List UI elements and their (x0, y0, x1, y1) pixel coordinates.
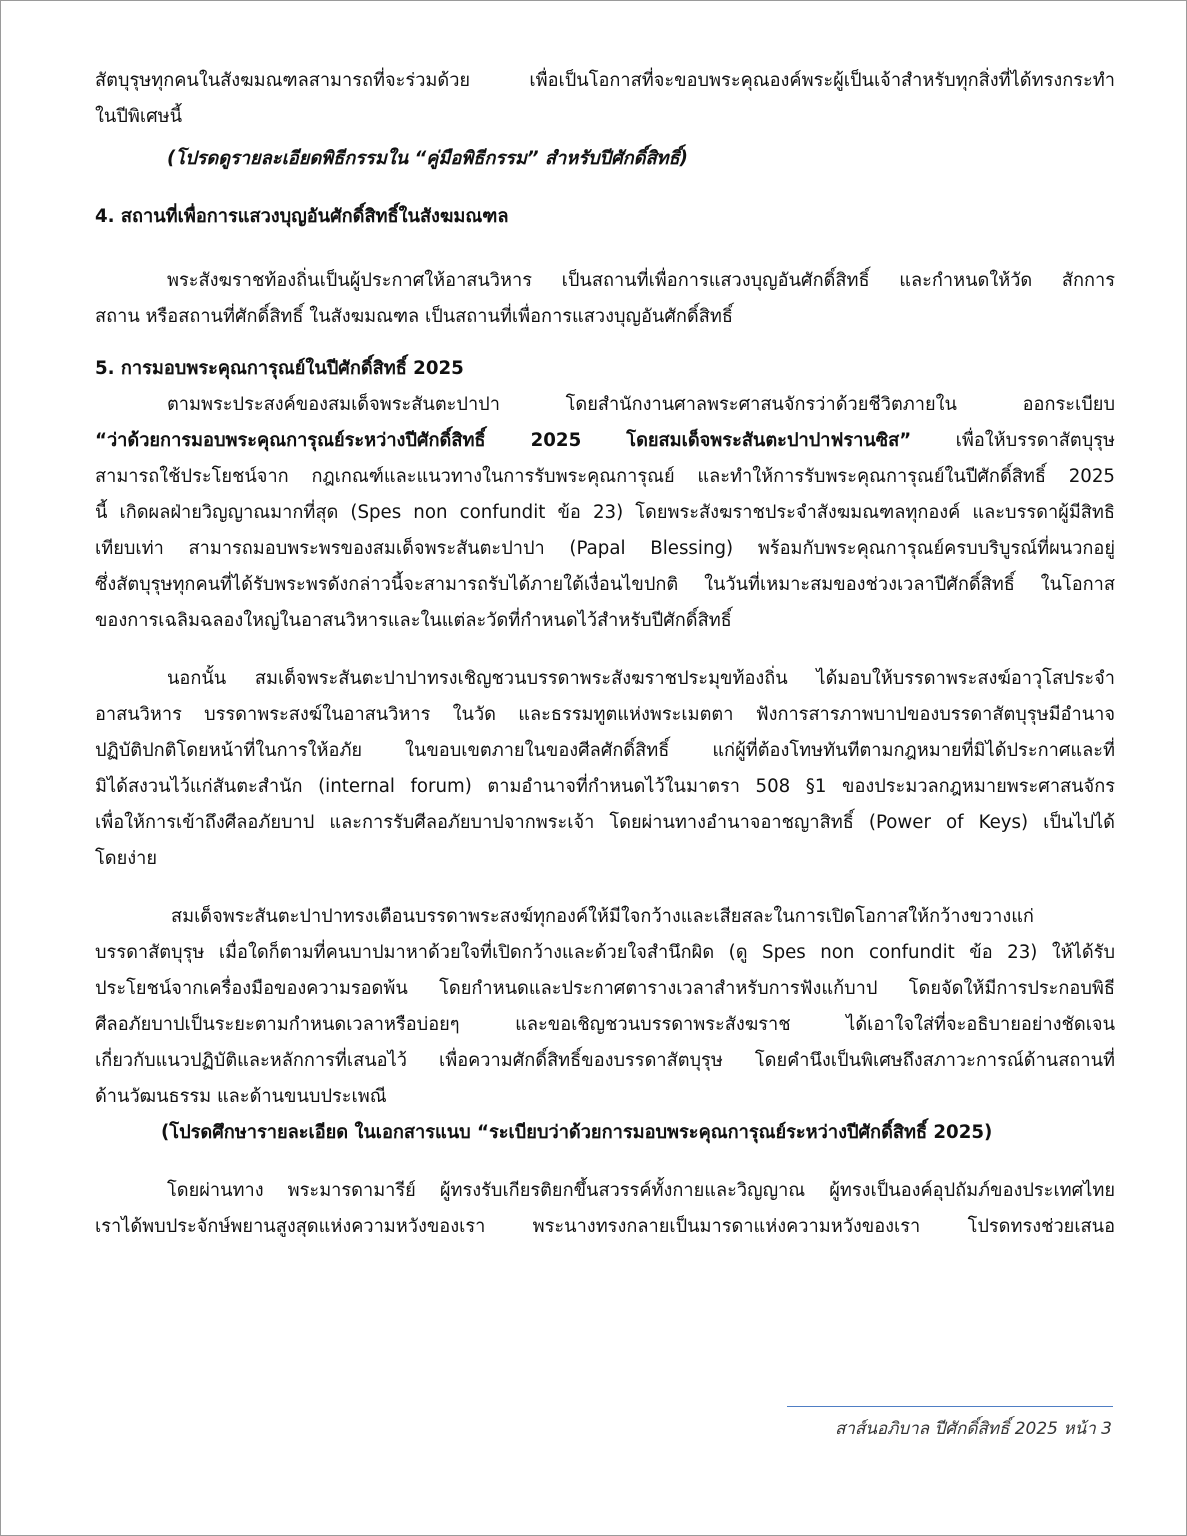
text-line: สมเด็จพระสันตะปาปาทรงเตือนบรรดาพระสงฆ์ทุกองค์ให้มีใจกว้างและเสียสละในการเปิดโอกาสให้กว้างขวางแก่ (171, 906, 1034, 927)
page-footer: สาส์นอภิบาล ปีศักดิ์สิทธิ์ 2025 หน้า 3 (834, 1419, 1112, 1439)
text-line: ปฏิบัติปกติโดยหน้าที่ในการให้อภัย ในขอบเขตภายในของศีลศักดิ์สิทธิ์ แก่ผู้ที่ต้องโทษทันทีตามกฎหมายที่มิได้ประกาศและที่ (95, 740, 1115, 761)
note-regulation: (โปรดศึกษารายละเอียด ในเอกสารแนบ “ระเบียบว่าด้วยการมอบพระคุณการุณย์ระหว่างปีศักดิ์สิทธิ์ 2025) (161, 1122, 993, 1143)
text-line: ศีลอภัยบาปเป็นระยะตามกำหนดเวลาหรือบ่อยๆ และขอเชิญชวนบรรดาพระสังฆราช ได้เอาใจใส่ที่จะอธิบายอย่างชัดเจน (95, 1014, 1115, 1035)
text-line: พระสังฆราชท้องถิ่นเป็นผู้ประกาศให้อาสนวิหาร เป็นสถานที่เพื่อการแสวงบุญอันศักดิ์สิทธิ์ และกำหนดให้วัด สักการ (167, 270, 1115, 291)
heading-section-5: 5. การมอบพระคุณการุณย์ในปีศักดิ์สิทธิ์ 2025 (95, 358, 464, 379)
text-line (95, 423, 1115, 459)
text-line: ของการเฉลิมฉลองใหญ่ในอาสนวิหารและในแต่ละวัดที่กำหนดไว้สำหรับปีศักดิ์สิทธิ์ (95, 610, 732, 631)
text-line: นอกนั้น สมเด็จพระสันตะปาปาทรงเชิญชวนบรรดาพระสังฆราชประมุขท้องถิ่น ได้มอบให้บรรดาพระสงฆ์อาวุโสประจำ (167, 668, 1115, 689)
text-line: โดยผ่านทาง พระมารดามารีย์ ผู้ทรงรับเกียรติยกขึ้นสวรรค์ทั้งกายและวิญญาณ ผู้ทรงเป็นองค์อุปถัมภ์ของประเทศไทย (167, 1180, 1115, 1201)
text-line: เพื่อให้การเข้าถึงศีลอภัยบาป และการรับศีลอภัยบาปจากพระเจ้า โดยผ่านทางอำนาจอาชญาสิทธิ์ (Power of Keys) เป็นไปได้ (95, 812, 1115, 833)
page-content (95, 63, 1115, 1245)
text-line: ซึ่งสัตบุรุษทุกคนที่ได้รับพระพรดังกล่าวนี้จะสามารถรับได้ภายใต้เงื่อนไขปกติ ในวันที่เหมาะสมของช่วงเวลาปีศักดิ์สิทธิ์ ในโอกาส (95, 574, 1115, 595)
text-line: นี้ เกิดผลฝ่ายวิญญาณมากที่สุด (Spes non confundit ข้อ 23) โดยพระสังฆราชประจำสังฆมณฑลทุกองค์ และบรรดาผู้มีสิทธิ (95, 502, 1115, 523)
heading-section-4: 4. สถานที่เพื่อการแสวงบุญอันศักดิ์สิทธิ์ในสังฆมณฑล (95, 206, 509, 227)
paragraph-indulgence (95, 387, 1115, 639)
text-line: โดยง่าย (95, 848, 157, 869)
paragraph-confession (95, 661, 1115, 877)
text-line: ประโยชน์จากเครื่องมือของความรอดพ้น โดยกำหนดและประกาศตารางเวลาสำหรับการฟังแก้บาป โดยจัดให้มีการประกอบพิธี (95, 978, 1115, 999)
text-line: มิได้สงวนไว้แก่สันตะสำนัก (internal forum) ตามอำนาจที่กำหนดไว้ในมาตรา 508 §1 ของประมวลกฎหมายพระศาสนจักร (95, 776, 1115, 797)
paragraph-mary (95, 1173, 1115, 1245)
paragraph-places (95, 263, 1115, 335)
text-line: ด้านวัฒนธรรม และด้านขนบประเพณี (95, 1086, 387, 1107)
text-fragment: เพื่อให้บรรดาสัตบุรุษ (911, 430, 1115, 451)
note-ritual: (โปรดดูรายละเอียดพิธีกรรมใน “คู่มือพิธีกรรม” สำหรับปีศักดิ์สิทธิ์) (167, 148, 688, 169)
text-line: สามารถใช้ประโยชน์จาก กฎเกณฑ์และแนวทางในการรับพระคุณการุณย์ และทำให้การรับพระคุณการุณย์ในปีศักดิ์สิทธิ์ 2025 (95, 466, 1115, 487)
footer-divider (787, 1406, 1113, 1407)
text-line: เราได้พบประจักษ์พยานสูงสุดแห่งความหวังของเรา พระนางทรงกลายเป็นมารดาแห่งความหวังของเรา โปรดทรงช่วยเสนอ (95, 1216, 1115, 1237)
text-line: สัตบุรุษทุกคนในสังฆมณฑลสามารถที่จะร่วมด้วย เพื่อเป็นโอกาสที่จะขอบพระคุณองค์พระผู้เป็นเจ้าสำหรับทุกสิ่งที่ได้ทรงกระทำ (95, 70, 1115, 91)
regulation-title: “ว่าด้วยการมอบพระคุณการุณย์ระหว่างปีศักดิ์สิทธิ์ 2025 โดยสมเด็จพระสันตะปาปาฟรานซิส” (95, 430, 912, 451)
text-line: สถาน หรือสถานที่ศักดิ์สิทธิ์ ในสังฆมณฑล เป็นสถานที่เพื่อการแสวงบุญอันศักดิ์สิทธิ์ (95, 306, 733, 327)
text-line: เกี่ยวกับแนวปฏิบัติและหลักการที่เสนอไว้ เพื่อความศักดิ์สิทธิ์ของบรรดาสัตบุรุษ โดยคำนึงเป็นพิเศษถึงสภาวะการณ์ด้านสถานที่ (95, 1050, 1115, 1071)
text-line: บรรดาสัตบุรุษ เมื่อใดก็ตามที่คนบาปมาหาด้วยใจที่เปิดกว้างและด้วยใจสำนึกผิด (ดู Spes non confundit ข้อ 23) ให้ได้รับ (95, 942, 1115, 963)
text-line: อาสนวิหาร บรรดาพระสงฆ์ในอาสนวิหาร ในวัด และธรรมทูตแห่งพระเมตตา ฟังการสารภาพบาปของบรรดาสัตบุรุษมีอำนาจ (95, 704, 1115, 725)
paragraph-priests (95, 899, 1115, 1115)
paragraph-intro (95, 63, 1115, 135)
text-line: เทียบเท่า สามารถมอบพระพรของสมเด็จพระสันตะปาปา (Papal Blessing) พร้อมกับพระคุณการุณย์ครบบริบูรณ์ที่ผนวกอยู่ (95, 538, 1115, 559)
text-line: ในปีพิเศษนี้ (95, 106, 183, 127)
text-line: ตามพระประสงค์ของสมเด็จพระสันตะปาปา โดยสำนักงานศาลพระศาสนจักรว่าด้วยชีวิตภายใน ออกระเบียบ (167, 394, 1115, 415)
